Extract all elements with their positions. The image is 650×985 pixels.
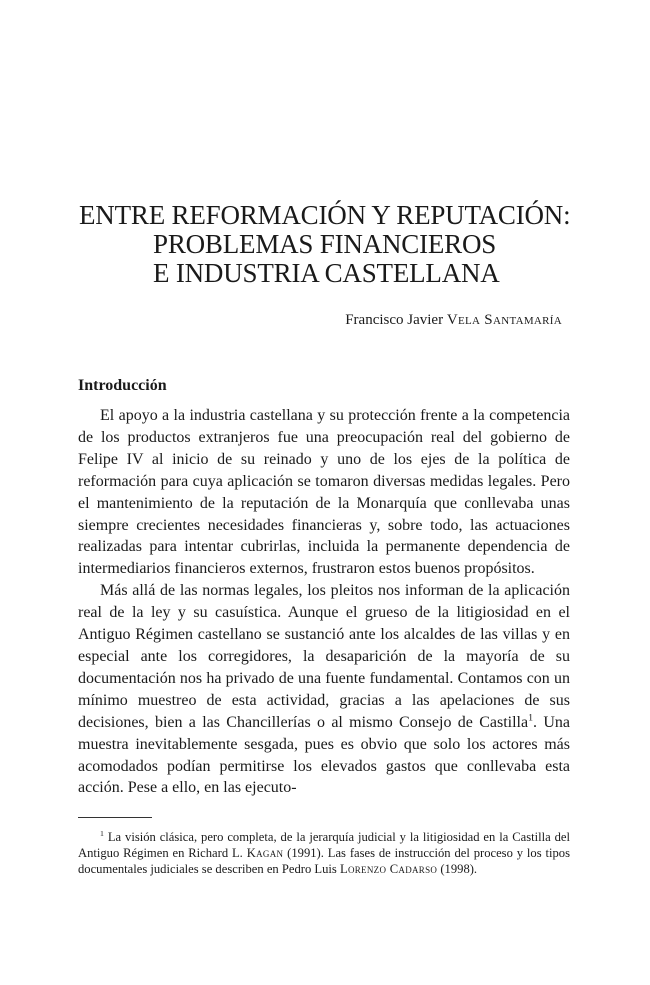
paragraph-2-part-2: . Una muestra inevitablemente sesgada, pues es obvio que solo los actores más acomodados podían permitirse los elevados gastos que conllevaba esta acción. Pese a ello, en las ejecuto- — [78, 713, 570, 797]
footnote-reference: 1 — [528, 712, 534, 724]
paragraph-2 — [78, 580, 570, 799]
author-byline — [345, 312, 562, 329]
footnote-text-a: La visión clásica, pero completa, de la jerarquía judicial y la litigiosidad en la Castilla del Antiguo Régimen en Richard L. — [78, 830, 570, 860]
footnote-author-a: Kagan — [246, 846, 284, 860]
author-given-names: Francisco Javier — [345, 312, 444, 328]
author-surnames: Vela Santamaría — [446, 312, 562, 328]
title-line-3: E INDUSTRIA CASTELLANA — [153, 258, 500, 288]
title-line-1: ENTRE REFORMACIÓN Y REPUTACIÓN: — [79, 200, 571, 230]
paragraph-1: El apoyo a la industria castellana y su protección frente a la competencia de los productos extranjeros fue una preocupación real del gobierno de Felipe IV al inicio de su reinado y uno de los ejes de la política de reformación para cuya aplicación se tomaron diversas medidas legales. Pero el mantenimiento de la reputación de la Monarquía que conllevaba unas siempre crecientes necesidades financieras y, sobre todo, las actuaciones realizadas para intentar cubrirlas, incluida la permanente dependencia de intermediarios financieros externos, frustraron estos buenos propósitos. — [78, 407, 570, 578]
body-text — [78, 405, 570, 799]
footnote-text-c: (1998). — [440, 862, 478, 876]
paragraph-2-part-1: Más allá de las normas legales, los pleitos nos informan de la aplicación real de la ley y su casuística. Aunque el grueso de la litigiosidad en el Antiguo Régimen castellano se sustanció ante los alcaldes de las villas y en especial ante los corregidores, la desaparición de la mayoría de su documentación nos ha privado de una fuente fundamental. Contamos con un mínimo muestreo de esta actividad, gracias a las apelaciones de sus decisiones, bien a las Chancillerías o al mismo Consejo de Castilla — [78, 582, 570, 731]
footnote-number: 1 — [100, 828, 104, 838]
footnote-text-b: (1991). Las fases de instrucción del proceso y los tipos documentales judiciales se describen en Pedro Luis — [78, 846, 570, 876]
footnote — [78, 829, 570, 877]
title-line-2: PROBLEMAS FINANCIEROS — [153, 229, 497, 259]
footnote-author-b: Lorenzo Cadarso — [339, 862, 438, 876]
footnote-divider — [78, 817, 152, 818]
section-heading: Introducción — [78, 377, 167, 394]
